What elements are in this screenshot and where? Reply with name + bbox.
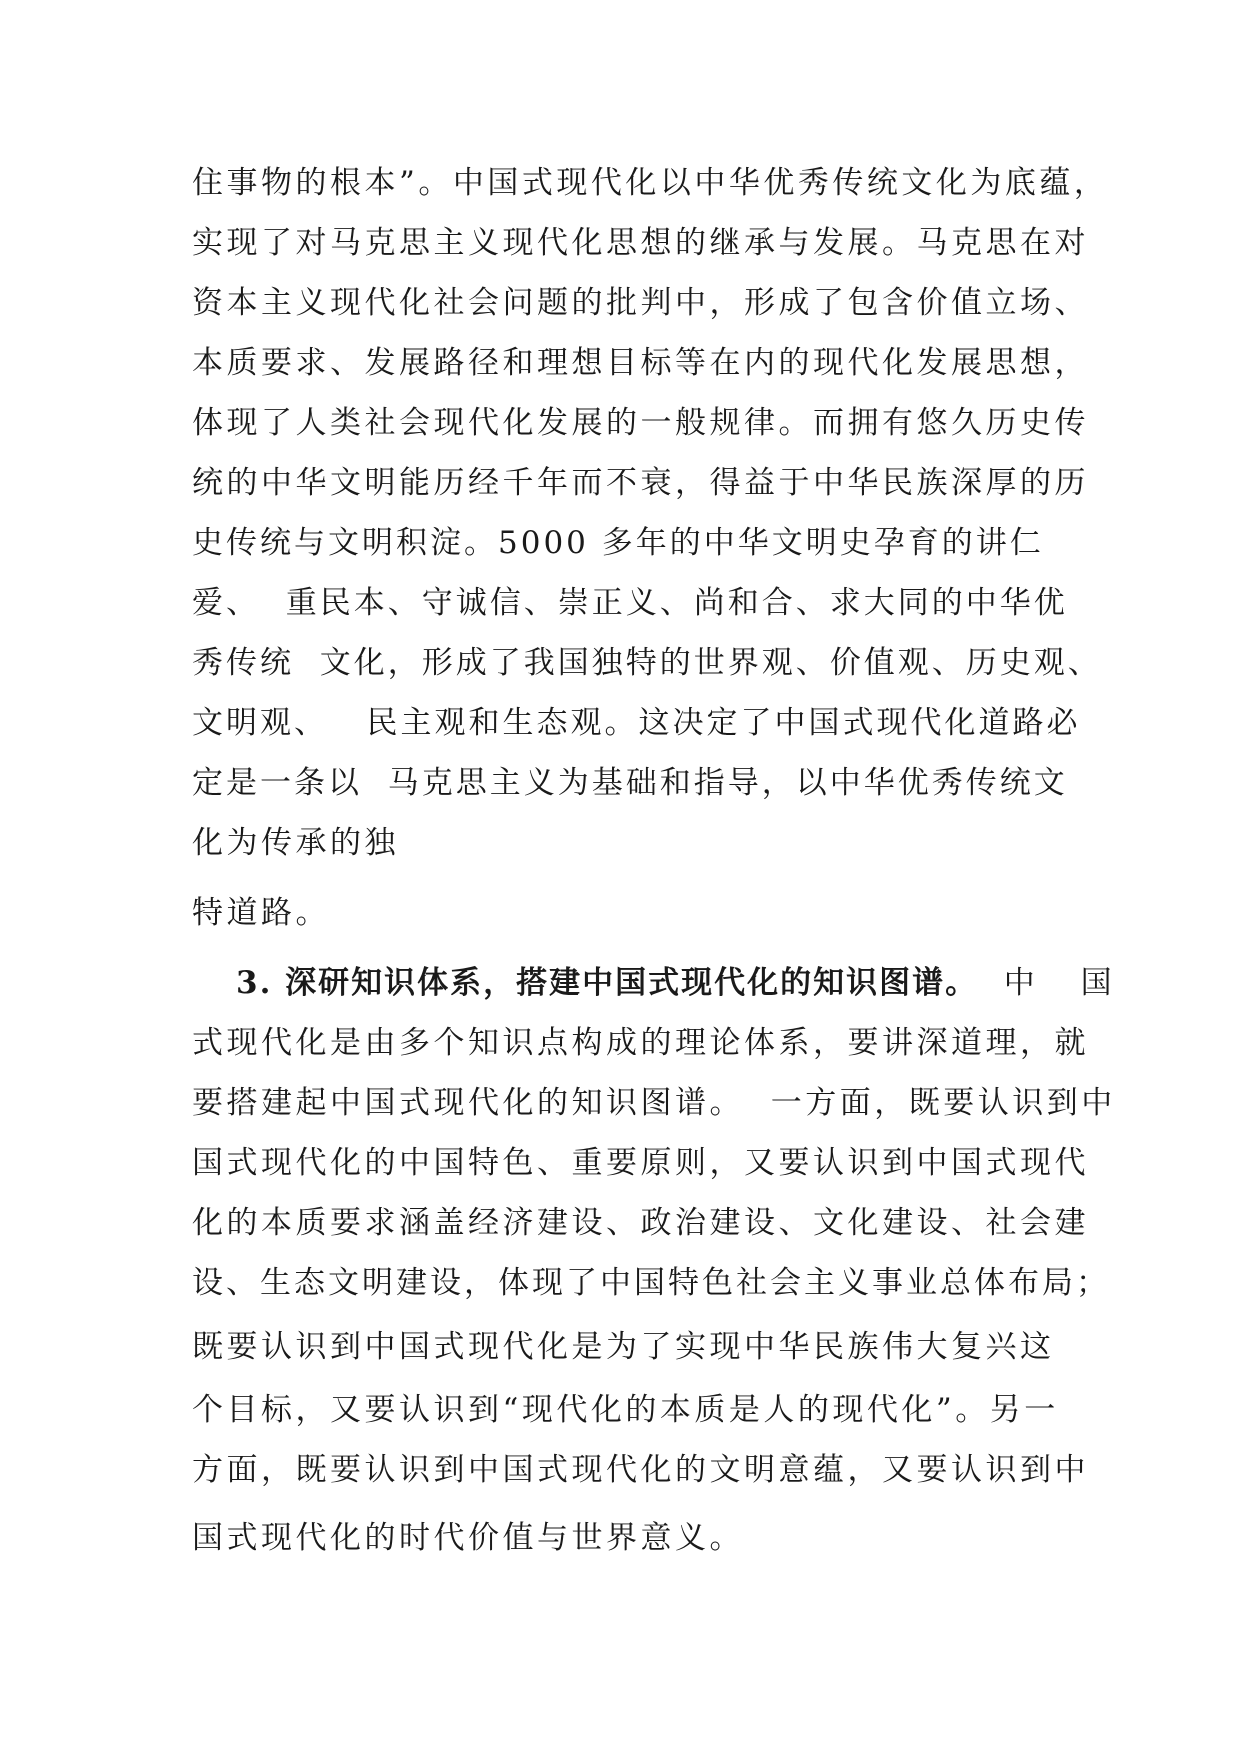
p1-line-12: 化为传承的独 [192,825,399,861]
p2-line-2: 要搭建起中国式现代化的知识图谱。 一方面，既要认识到中 [192,1085,1116,1121]
section-heading-title: 3. 深研知识体系，搭建中国式现代化的知识图谱。 [236,965,979,1001]
p1-line-2: 实现了对马克思主义现代化思想的继承与发展。马克思在对 [192,225,1089,261]
p2-line-7: 个目标，又要认识到“现代化的本质是人的现代化”。另一 [192,1392,1059,1428]
p1-line-5: 体现了人类社会现代化发展的一般规律。而拥有悠久历史传 [192,405,1089,441]
p1-line-11: 定是一条以 马克思主义为基础和指导，以中华优秀传统文 [192,765,1068,801]
p1-line-10: 文明观、 民主观和生态观。这决定了中国式现代化道路必 [192,705,1081,741]
p1-line-3: 资本主义现代化社会问题的批判中，形成了包含价值立场、 [192,285,1089,321]
p1-line-8: 爱、 重民本、守诚信、崇正义、尚和合、求大同的中华优 [192,585,1068,621]
p1-line-7: 史传统与文明积淀。5000 多年的中华文明史孕育的讲仁 [192,525,1044,561]
p2-line-1: 式现代化是由多个知识点构成的理论体系，要讲深道理，就 [192,1025,1089,1061]
p1-line-9: 秀传统 文化，形成了我国独特的世界观、价值观、历史观、 [192,645,1102,681]
section-heading [236,963,1130,1003]
p1-line-13: 特道路。 [192,895,330,931]
p1-line-6: 统的中华文明能历经千年而不衰，得益于中华民族深厚的历 [192,465,1089,501]
section-heading-tail: 中 国 [1003,965,1130,1001]
p2-line-5: 设、生态文明建设，体现了中国特色社会主义事业总体布局； [192,1265,1110,1301]
p2-line-8: 方面，既要认识到中国式现代化的文明意蕴，又要认识到中 [192,1452,1089,1488]
p2-line-3: 国式现代化的中国特色、重要原则，又要认识到中国式现代 [192,1145,1089,1181]
p2-line-9: 国式现代化的时代价值与世界意义。 [192,1520,744,1556]
p2-line-4: 化的本质要求涵盖经济建设、政治建设、文化建设、社会建 [192,1205,1089,1241]
p1-line-4: 本质要求、发展路径和理想目标等在内的现代化发展思想， [192,345,1089,381]
p2-line-6: 既要认识到中国式现代化是为了实现中华民族伟大复兴这 [192,1329,1055,1365]
p1-line-1: 住事物的根本”。中国式现代化以中华优秀传统文化为底蕴， [192,165,1109,201]
